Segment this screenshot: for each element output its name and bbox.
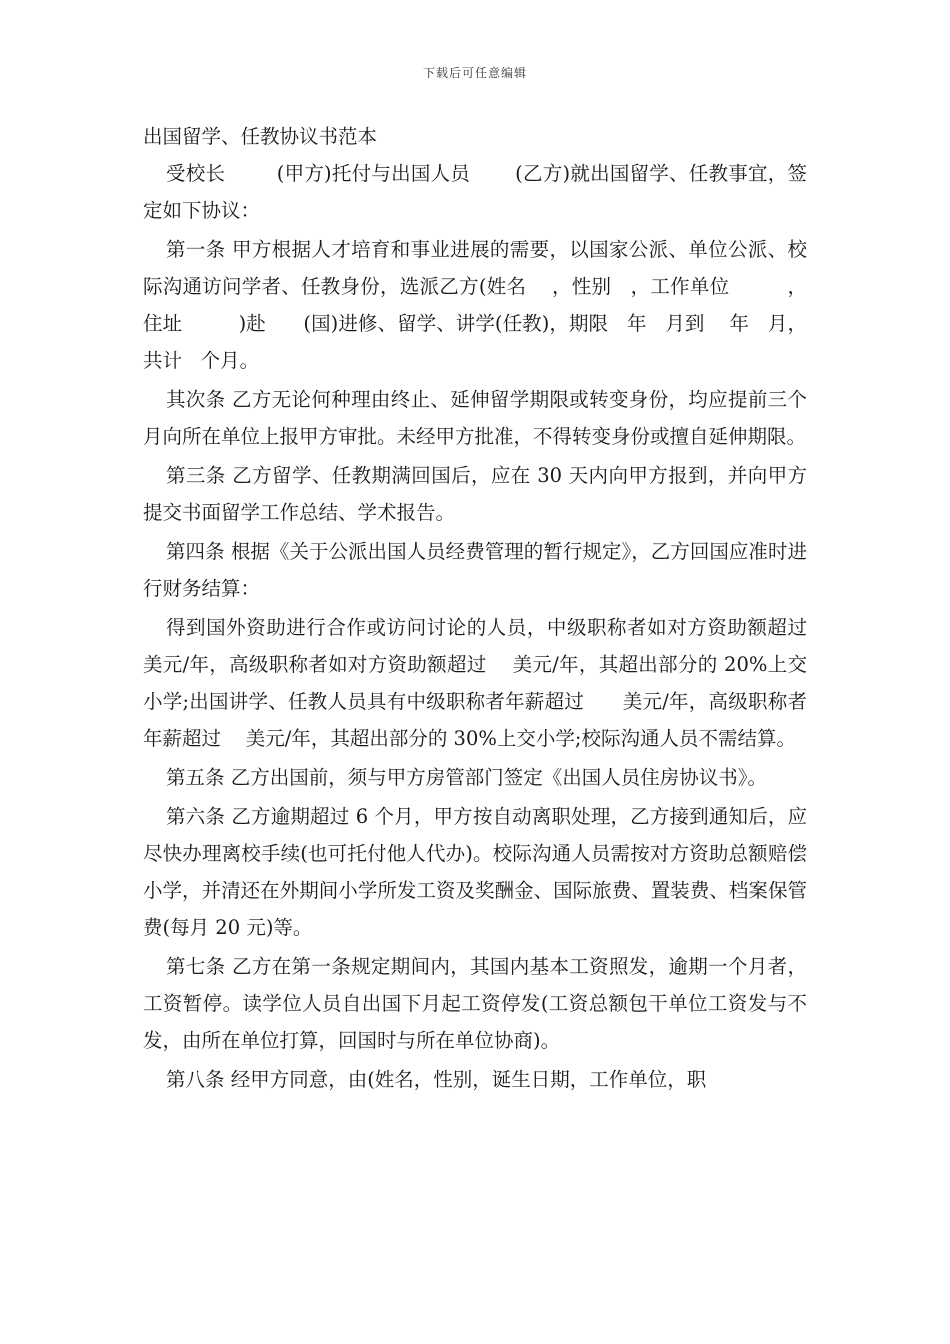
- paragraph-preamble: 受校长 (甲方)托付与出国人员 (乙方)就出国留学、任教事宜，签定如下协议：: [143, 162, 807, 222]
- paragraph-article-8: 第八条 经甲方同意，由(姓名，性别，诞生日期，工作单位，职: [166, 1068, 707, 1091]
- document-title: 出国留学、任教协议书范本: [143, 125, 378, 148]
- paragraph-article-6: 第六条 乙方逾期超过 6 个月，甲方按自动离职处理，乙方接到通知后，应尽快办理离校手续(也可托付他人代办)。校际沟通人员需按对方资助总额赔偿小学，并清还在外期间小学所发工资及奖酬金、国际旅费、置装费、档案保管费(每月 20 元)等。: [143, 805, 807, 939]
- page-header-note: 下载后可任意编辑: [422, 66, 527, 80]
- document-body: [143, 118, 832, 1100]
- paragraph-article-5: 第五条 乙方出国前，须与甲方房管部门签定《出国人员住房协议书》。: [166, 766, 767, 789]
- paragraph-article-3: 第三条 乙方留学、任教期满回国后，应在 30 天内向甲方报到，并向甲方提交书面留学工作总结、学术报告。: [143, 464, 807, 524]
- paragraph-article-2: 其次条 乙方无论何种理由终止、延伸留学期限或转变身份，均应提前三个月向所在单位上报甲方审批。未经甲方批准，不得转变身份或擅自延伸期限。: [143, 388, 807, 448]
- paragraph-article-4: 第四条 根据《关于公派出国人员经费管理的暂行规定》，乙方回国应准时进行财务结算：: [143, 540, 807, 600]
- paragraph-article-1: 第一条 甲方根据人才培育和事业进展的需要，以国家公派、单位公派、校际沟通访问学者、任教身份，选派乙方(姓名 ，性别 ，工作单位 ，住址 )赴 (国)进修、留学、讲学(任教)，期限 年 月到 年 月，共计 个月。: [143, 238, 807, 372]
- paragraph-article-4-detail: 得到国外资助进行合作或访问讨论的人员，中级职称者如对方资助额超过 美元/年，高级职称者如对方资助额超过 美元/年，其超出部分的 20%上交小学;出国讲学、任教人员具有中级职称者年薪超过 美元/年，高级职称者年薪超过 美元/年，其超出部分的 30%上交小学;校际沟通人员不需结算。: [143, 616, 832, 750]
- paragraph-article-7: 第七条 乙方在第一条规定期间内，其国内基本工资照发，逾期一个月者，工资暂停。读学位人员自出国下月起工资停发(工资总额包干单位工资发与不发，由所在单位打算，回国时与所在单位协商)。: [143, 955, 807, 1052]
